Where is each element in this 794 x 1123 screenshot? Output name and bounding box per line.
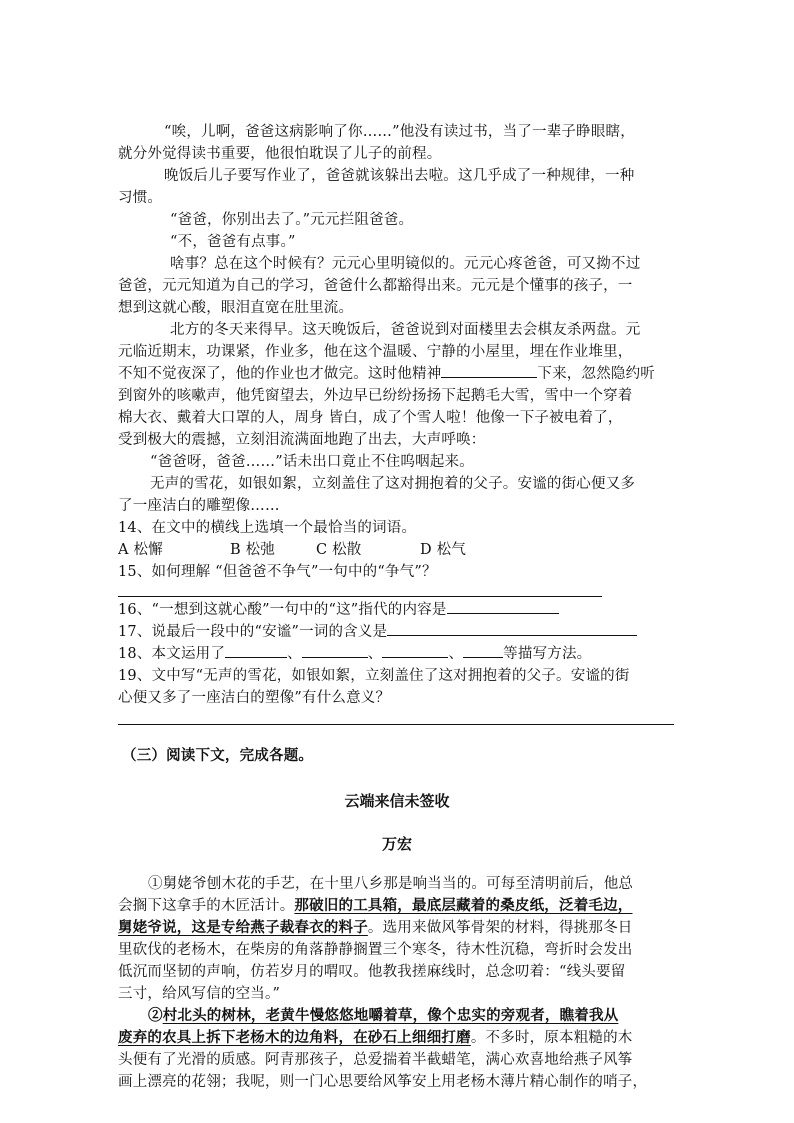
story-line: 北方的冬天来得早。这天晚饭后，爸爸说到对面楼里去会棋友杀两盘。元: [170, 322, 641, 338]
passage-line: [118, 895, 678, 917]
answer-blank-17[interactable]: [387, 621, 637, 636]
question-19-line1: 19、文中写“无声的雪花，如银如絮，立刻盖住了这对拥抱着的父子。安谧的街: [118, 668, 630, 684]
passage-emphasis: 废弃的农具上拆下老杨木的边角料，在砂石上细细打磨: [118, 1029, 471, 1046]
passage-line: 头便有了光滑的质感。阿青那孩子，总爱揣着半截蜡笔，满心欢喜地给燕子风筝: [118, 1052, 633, 1068]
answer-blank-18c[interactable]: [382, 643, 448, 658]
question-19-line2: 心便又多了一座洁白的塑像”有什么意义？: [118, 690, 391, 706]
question-15: 15、如何理解 “但爸爸不争气”一句中的“争气”？: [118, 564, 437, 580]
passage-line: [148, 1005, 708, 1027]
passage-line: ①舅姥爷刨木花的手艺，在十里八乡那是响当当的。可每至清明前后，他总: [148, 876, 634, 892]
story-text: 不知不觉夜深了，他的作业也才做完。这时他精神: [118, 366, 442, 382]
story-line: “爸爸呀，爸爸……”话未出口竟止不住呜咽起来。: [150, 454, 474, 470]
story-line: 就分外觉得读书重要，他很怕耽误了儿子的前程。: [118, 146, 442, 162]
answer-blank-14[interactable]: [441, 363, 537, 378]
answer-line-19[interactable]: [118, 724, 674, 725]
option-c[interactable]: C 松散: [316, 542, 362, 558]
passage-text: 。不多时，原本粗糙的木: [470, 1030, 633, 1046]
story-line: 爸爸，元元知道为自己的学习，爸爸什么都豁得出来。元元是个懂事的孩子，一: [118, 278, 633, 294]
article-author: 万宏: [381, 835, 412, 853]
answer-line-15[interactable]: [118, 596, 602, 597]
answer-blank-18d[interactable]: [463, 643, 503, 658]
question-14: 14、在文中的横线上选填一个最恰当的词语。: [118, 520, 417, 536]
section-heading: （三）阅读下文，完成各题。: [122, 747, 314, 764]
separator: 、: [367, 646, 383, 662]
story-line: “爸爸，你别出去了。”元元拦阻爸爸。: [170, 212, 414, 228]
question-16-text: 16、“一想到这就心酸”一句中的“这”指代的内容是: [118, 602, 447, 618]
article-title: 云端来信未签收: [344, 792, 450, 810]
passage-line: 画上漂亮的花翎；我呢，则一门心思要给风筝安上用老杨木薄片精心制作的哨子，: [118, 1074, 648, 1090]
passage-text: 。选用来做风筝骨架的材料，得挑那冬日: [367, 920, 633, 936]
passage-emphasis: 那破旧的工具箱，最底层藏着的桑皮纸，泛着毛边，: [294, 897, 633, 914]
story-line: “唉，儿啊，爸爸这病影响了你……”他没有读过书，当了一辈子睁眼瞎，: [164, 124, 635, 140]
paragraph-number: ②: [148, 1007, 163, 1024]
passage-line: 低沉而坚韧的声响，仿若岁月的喟叹。他教我搓麻线时，总念叨着：“线头要留: [118, 964, 626, 980]
question-18-tail: 等描写方法。: [503, 646, 592, 662]
passage-line: 三寸，给风写信的空当。”: [118, 986, 281, 1002]
story-line: 元临近期末，功课紧，作业多，他在这个温暖、宁静的小屋里，埋在作业堆里，: [118, 344, 633, 360]
story-line: 晚饭后儿子要写作业了，爸爸就该躲出去啦。这几乎成了一种规律，一种: [164, 168, 635, 184]
story-line: 棉大衣、戴着大口罩的人，周身 皆白，成了个雪人啦！他像一下子被电着了，: [118, 410, 623, 426]
answer-blank-18b[interactable]: [302, 643, 368, 658]
passage-emphasis: 村北头的树林，老黄牛慢悠悠地嚼着草，像个忠实的旁观者，瞧着我从: [162, 1007, 619, 1024]
story-line-with-blank: [118, 363, 678, 385]
option-a[interactable]: A 松懈: [118, 542, 163, 558]
passage-line: [118, 1027, 678, 1049]
answer-blank-18a[interactable]: [225, 643, 287, 658]
story-line: 无声的雪花，如银如絮，立刻盖住了这对拥抱着的父子。安谧的街心便又多: [150, 476, 636, 492]
separator: 、: [287, 646, 302, 662]
question-17-text: 17、说最后一段中的“安谧”一词的含义是: [118, 624, 388, 640]
story-line: 了一座洁白的雕塑像……: [118, 498, 280, 514]
question-17: [118, 621, 678, 643]
story-text: 下来，忽然隐约听: [537, 366, 656, 382]
question-16: [118, 599, 678, 621]
story-line: 啥事？总在这个时候有？元元心里明镜似的。元元心疼爸爸，可又拗不过: [170, 256, 641, 272]
story-line: “不，爸爸有点事。”: [170, 234, 296, 250]
answer-blank-16[interactable]: [447, 599, 559, 614]
story-line: 习惯。: [118, 190, 163, 206]
question-18-text: 18、本文运用了: [118, 646, 226, 662]
question-18: [118, 643, 678, 665]
story-line: 到窗外的咳嗽声，他凭窗望去，外边早已纷纷扬扬下起鹅毛大雪，雪中一个穿着: [118, 388, 633, 404]
passage-emphasis: 舅姥爷说，这是专给燕子裁春衣的料子: [118, 919, 368, 936]
story-line: 想到这就心酸，眼泪直宽在肚里流。: [118, 300, 354, 316]
passage-text: 会搁下这拿手的木匠活计。: [118, 898, 295, 914]
passage-line: [118, 917, 678, 939]
option-d[interactable]: D 松气: [420, 542, 467, 558]
passage-line: 里砍伐的老杨木，在柴房的角落静静搁置三个寒冬，待木性沉稳，弯折时会发出: [118, 942, 633, 958]
option-b[interactable]: B 松弛: [230, 542, 276, 558]
story-line: 受到极大的震撼，立刻泪流满面地跑了出去，大声呼唤：: [118, 432, 486, 448]
separator: 、: [448, 646, 464, 662]
